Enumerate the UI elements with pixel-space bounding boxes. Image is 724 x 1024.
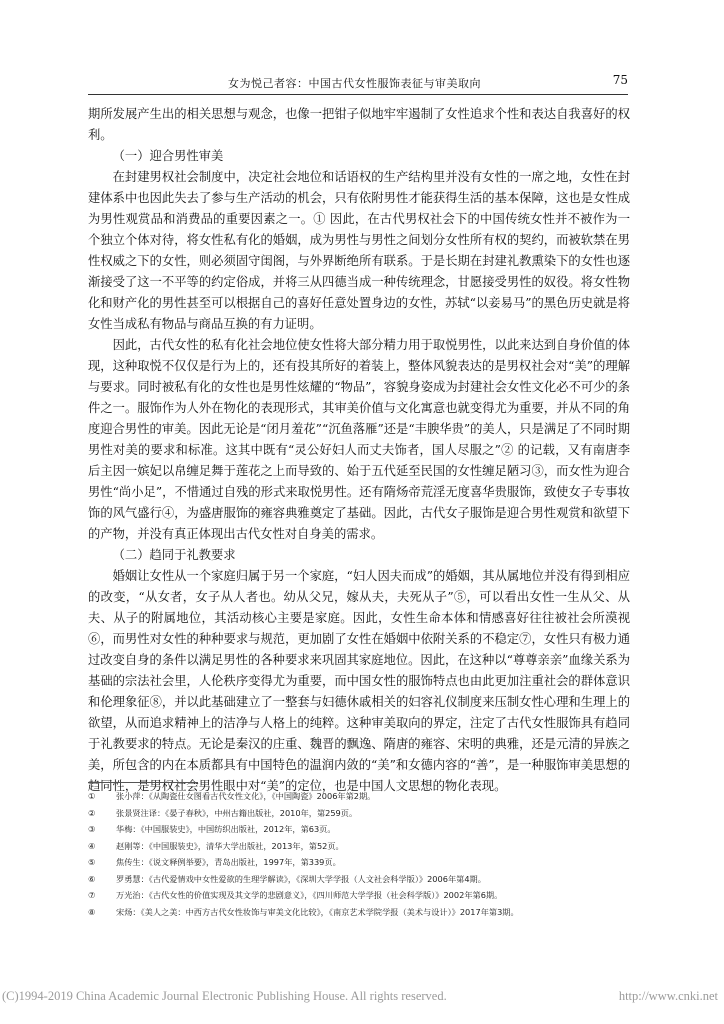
footnote: ⑧ 宋炀：《美人之美：中西方古代女性妆饰与审美文化比较》，《南京艺术学院学报（美术与设计）》2017年第3期。 [88, 906, 519, 917]
section-heading: （一）迎合男性审美 [112, 149, 224, 163]
section-heading: （二）趋同于礼教要求 [112, 548, 236, 562]
footnote: ① 张小萍：《从陶瓷仕女图看古代女性文化》，《中国陶瓷》2006年第2期。 [88, 791, 376, 801]
paragraph: 因此，古代女性的私有化社会地位使女性将大部分精力用于取悦男性，以此来达到自身价值的体现，这种取悦不仅仅是行为上的，还有投其所好的着装上，整体风貌表达的是男权社会对“美”的理解与要求。同时被私有化的女性也是男性炫耀的“物品”，容貌身姿成为封建社会女性文化必不可少的条件之一。服饰作为人外在物化的表现形式，其审美价值与文化寓意也就变得尤为重要，并从不同的角度迎合男性的审美。因此无论是“闭月羞花”“沉鱼落雁”还是“丰腴华贵”的美人，只是满足了不同时期男性对美的要求和标准。这其中既有“灵公好妇人而丈夫饰者，国人尽服之”② 的记载，又有南唐李后主因一嫔妃以帛缠足舞于莲花之上而导致的、始于五代延至民国的女性缠足陋习③，而女性为迎合男性“尚小足”，不惜通过自残的形式来取悦男性。还有隋炀帝荒淫无度喜华贵服饰，致使女子专事妆饰的风气盛行④，为盛唐服饰的雍容典雅奠定了基础。因此，古代女子服饰是迎合男性观赏和欲望下的产物，并没有真正体现出古代女性对自身美的需求。 [88, 338, 630, 541]
header-rule [88, 94, 628, 95]
cnki-link[interactable]: http://www.cnki.net [618, 989, 718, 1003]
footnote: ⑤ 焦传生：《说文释例举要》，青岛出版社，1997年，第339页。 [88, 857, 341, 867]
footnote: ② 张景贤注译：《晏子春秋》，中州古籍出版社，2010年，第259页。 [88, 807, 358, 818]
running-header [88, 75, 628, 93]
page-number: 75 [612, 73, 628, 87]
footnotes [88, 788, 628, 920]
footnote: ③ 华梅：《中国服装史》，中国纺织出版社，2012年，第63页。 [88, 824, 336, 834]
footnote: ⑥ 罗勇慧：《古代爱情戏中女性爱欲的生理学解读》，《深圳大学学报（人文社会科学版）》2006年第4期。 [88, 873, 486, 884]
copyright-notice: (C)1994-2019 China Academic Journal Electronic Publishing House. All rights reserved. [2, 989, 447, 1003]
paragraph: 在封建男权社会制度中，决定社会地位和话语权的生产结构里并没有女性的一席之地，女性在封建体系中也因此失去了参与生产活动的机会，只有依附男性才能获得生活的基本保障，这也是女性成为男性观赏品和消费品的重要因素之一。① 因此，在古代男权社会下的中国传统女性并不被作为一个独立个体对待，将女性私有化的婚姻，成为男性与男性之间划分女性所有权的契约，而被软禁在男性权威之下的女性，则必须固守闺阁，与外界断绝所有联系。于是长期在封建礼教熏染下的女性也逐渐接受了这一不平等的约定俗成，并将三从四德当成一种传统理念，甘愿接受男性的奴役。将女性物化和财产化的男性甚至可以根据自己的喜好任意处置身边的女性，苏轼“以妾易马”的黑色历史就是将女性当成私有物品与商品互换的有力证明。 [88, 170, 630, 331]
footnote: ⑦ 万光治：《古代女性的价值实现及其文学的悲剧意义》，《四川师范大学学报（社会科学版）》2002年第6期。 [88, 890, 503, 900]
paragraph: 婚姻让女性从一个家庭归属于另一个家庭，“妇人因夫而成”的婚姻，其从属地位并没有得到相应的改变，“从女者，女子从人者也。幼从父兄，嫁从夫，夫死从子”⑤，可以看出女性一生从父、从夫、从子的附属地位，其活动核心主要是家庭。因此，女性生命本体和情感喜好往往被社会所漠视⑥，而男性对女性的种种要求与规范，更加剧了女性在婚姻中依附关系的不稳定⑦，女性只有极力通过改变自身的条件以满足男性的各种要求来巩固其家庭地位。因此，在这种以“尊尊亲亲”血缘关系为基础的宗法社会里，人伦秩序变得尤为重要，而中国女性的服饰特点也由此更加注重社会的群体意识和伦理象征⑧，并以此基础建立了一整套与妇德休戚相关的妇容礼仪制度来压制女性心理和生理上的欲望，从而追求精神上的洁净与人格上的纯粹。这种审美取向的界定，注定了古代女性服饰具有趋同于礼教要求的特点。无论是秦汉的庄重、魏晋的飘逸、隋唐的雍容、宋明的典雅，还是元清的异族之美，所包含的内在本质都具有中国特色的温润内敛的“美”和女德内容的“善”，是一种服饰审美思想的趋同性，是男权社会男性眼中对“美”的定位，也是中国人文思想的物化表现。 [88, 569, 630, 793]
paragraph: 期所发展产生出的相关思想与观念，也像一把钳子似地牢牢遏制了女性追求个性和表达自我喜好的权利。 [88, 107, 630, 142]
footnote-rule [88, 782, 198, 783]
cnki-footer [0, 989, 724, 1011]
running-title: 女为悦己者容：中国古代女性服饰表征与审美取向 [228, 77, 481, 90]
footnote: ④ 赵刚等：《中国服装史》，清华大学出版社，2013年，第52页。 [88, 840, 344, 851]
body-text [88, 104, 630, 797]
